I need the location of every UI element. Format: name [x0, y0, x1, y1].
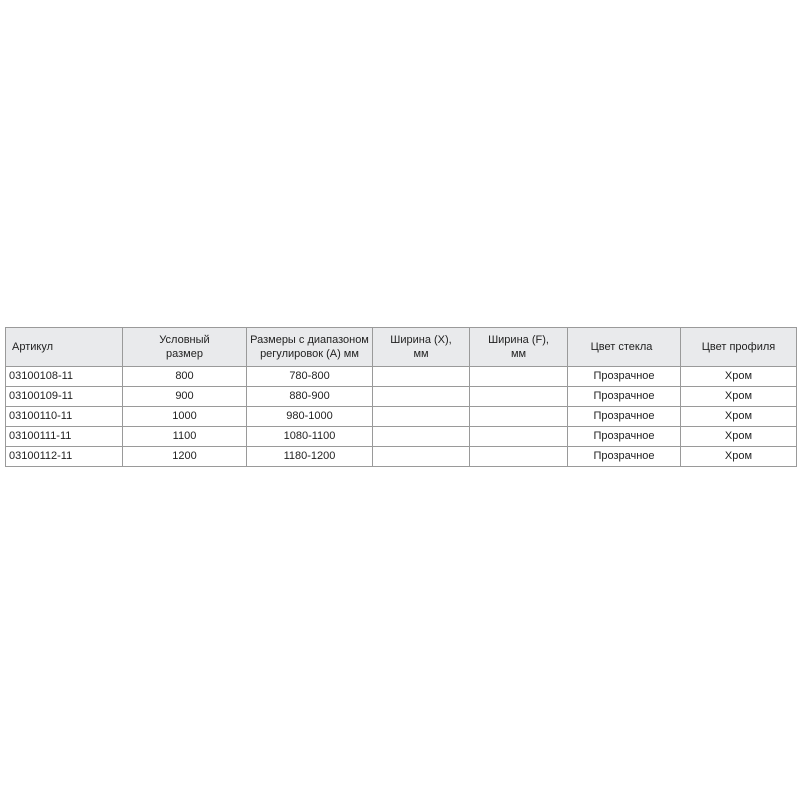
table-row [6, 447, 797, 467]
cell-profile: Хром [681, 407, 797, 427]
header-width-f [470, 328, 568, 367]
cell-nominal: 800 [123, 367, 247, 387]
header-profile-color-label: Цвет профиля [701, 341, 776, 353]
cell-profile: Хром [681, 367, 797, 387]
header-range-line2: регулировок (А) мм [260, 348, 359, 360]
cell-width-f [470, 367, 568, 387]
cell-width-x [373, 367, 470, 387]
cell-width-f [470, 407, 568, 427]
table-row [6, 387, 797, 407]
cell-width-x [373, 447, 470, 467]
cell-glass: Прозрачное [568, 387, 681, 407]
cell-range: 780-800 [247, 367, 373, 387]
header-width-x-line2: мм [413, 348, 429, 360]
header-nominal-line2: размер [166, 348, 203, 360]
cell-nominal: 1000 [123, 407, 247, 427]
table-header [6, 328, 797, 367]
cell-glass: Прозрачное [568, 447, 681, 467]
cell-nominal: 900 [123, 387, 247, 407]
cell-range: 880-900 [247, 387, 373, 407]
header-sku-label: Артикул [12, 341, 54, 353]
header-glass-color [568, 328, 681, 367]
cell-glass: Прозрачное [568, 427, 681, 447]
cell-width-f [470, 387, 568, 407]
header-profile-color [681, 328, 797, 367]
cell-sku: 03100110-11 [6, 407, 123, 427]
cell-sku: 03100111-11 [6, 427, 123, 447]
cell-width-f [470, 447, 568, 467]
cell-sku: 03100112-11 [6, 447, 123, 467]
header-nominal-line1: Условный [159, 334, 210, 346]
cell-width-x [373, 427, 470, 447]
cell-profile: Хром [681, 447, 797, 467]
cell-width-f [470, 427, 568, 447]
cell-glass: Прозрачное [568, 407, 681, 427]
cell-profile: Хром [681, 387, 797, 407]
cell-range: 1080-1100 [247, 427, 373, 447]
cell-width-x [373, 387, 470, 407]
cell-glass: Прозрачное [568, 367, 681, 387]
header-nominal-size [123, 328, 247, 367]
header-width-x [373, 328, 470, 367]
cell-width-x [373, 407, 470, 427]
cell-sku: 03100109-11 [6, 387, 123, 407]
table-body [6, 367, 797, 467]
cell-profile: Хром [681, 427, 797, 447]
table-row [6, 407, 797, 427]
header-width-f-line1: Ширина (F), [488, 334, 549, 346]
product-spec-table [5, 327, 797, 467]
header-width-x-line1: Ширина (X), [390, 334, 452, 346]
header-range-line1: Размеры с диапазоном [250, 334, 369, 346]
cell-range: 1180-1200 [247, 447, 373, 467]
header-width-f-line2: мм [510, 348, 527, 360]
header-adjust-range [247, 328, 373, 367]
header-glass-color-label: Цвет стекла [590, 341, 653, 353]
table-row [6, 427, 797, 447]
cell-range: 980-1000 [247, 407, 373, 427]
cell-nominal: 1200 [123, 447, 247, 467]
table-row [6, 367, 797, 387]
header-row [6, 328, 797, 367]
cell-nominal: 1100 [123, 427, 247, 447]
header-sku [6, 328, 123, 367]
cell-sku: 03100108-11 [6, 367, 123, 387]
